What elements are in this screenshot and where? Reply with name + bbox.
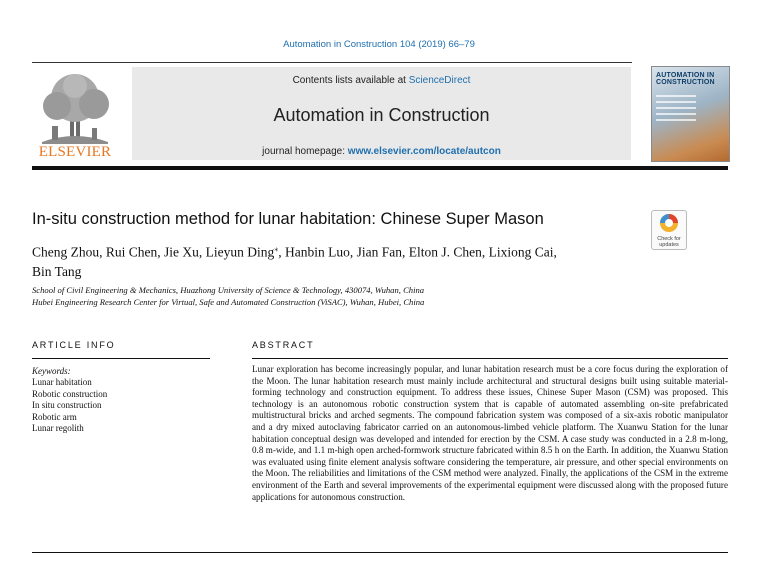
corresponding-author-mark[interactable]: ⁎ bbox=[274, 244, 279, 253]
affiliations bbox=[32, 284, 672, 308]
abstract-heading: ABSTRACT bbox=[252, 340, 315, 350]
keyword-item: Robotic arm bbox=[32, 411, 77, 422]
affiliation-2: Hubei Engineering Research Center for Virtual, Safe and Automated Construction (ViSAC), Wuhan, Hubei, China bbox=[32, 297, 425, 307]
keywords-block bbox=[32, 366, 210, 434]
journal-homepage-link[interactable]: www.elsevier.com/locate/autcon bbox=[347, 146, 501, 157]
check-for-updates-button[interactable] bbox=[651, 210, 687, 250]
cover-decoration bbox=[656, 95, 696, 125]
cover-title: AUTOMATION IN CONSTRUCTION bbox=[656, 72, 715, 86]
paper-title: In-situ construction method for lunar habitation: Chinese Super Mason bbox=[32, 210, 544, 228]
badge-line-1: Check for bbox=[657, 236, 681, 242]
authors-line-1-rest[interactable]: , Hanbin Luo, Jian Fan, Elton J. Chen, Lixiong Cai, bbox=[278, 244, 557, 260]
journal-cover[interactable] bbox=[651, 66, 730, 162]
keyword-item: In situ construction bbox=[32, 400, 102, 411]
bottom-rule bbox=[32, 552, 728, 553]
authors-line-2[interactable]: Bin Tang bbox=[32, 263, 82, 279]
abstract-rule bbox=[252, 358, 728, 359]
contents-prefix: Contents lists available at bbox=[292, 75, 409, 86]
authors-line-1[interactable]: Cheng Zhou, Rui Chen, Jie Xu, Lieyun Ding bbox=[32, 244, 275, 260]
keyword-item: Lunar regolith bbox=[32, 423, 84, 434]
contents-line bbox=[132, 75, 631, 86]
elsevier-wordmark[interactable]: ELSEVIER bbox=[38, 144, 112, 160]
journal-masthead bbox=[132, 67, 631, 160]
header-thick-rule bbox=[32, 166, 728, 170]
check-for-updates-label bbox=[652, 236, 686, 248]
article-info-rule bbox=[32, 358, 210, 359]
homepage-prefix: journal homepage: bbox=[262, 146, 348, 157]
affiliation-1: School of Civil Engineering & Mechanics, Huazhong University of Science & Technology, 430074, Wuhan, China bbox=[32, 285, 425, 295]
homepage-line bbox=[132, 146, 631, 157]
abstract-text: Lunar exploration has become increasingly popular, and lunar habitation research must be a core focus during the exploration of the Moon. The lunar habitation research must mainly include architectural and structural designs built using suitable material-forming technology and construction equipment. To address these issues, Chinese Super Mason (CSM) was proposed. This technology is an autonomous robotic construction system that is capable of automated assembling on-site prefabricated multistructural bricks and arched segments. The compound fabrication system was composed of a six-axis robotic manipulator and a dry mixed autoclaving fabricator carried on an autonomous-limbed vehicle platform. The Xuanwu Station for the lunar habitation conceptual design was developed and intended for erection by the CSM. A case study was conducted in a 2.8 m-long, 0.8 m-wide, and 1.1 m-high open arched-formwork structure fabricated within 8.5 h on the Earth. In addition, the Xuanwu Station was evaluated using finite element analysis software considering the temperature, air pressure, and other special environments on the Moon. The reliabilities and limitations of the CSM method were analyzed. Finally, the applications of the CSM in the extreme environment of the Earth and several improvements of the experimental equipment were discussed along with the proposed future applications for autonomous construction. bbox=[252, 364, 728, 502]
author-list bbox=[32, 239, 644, 281]
journal-citation[interactable]: Automation in Construction 104 (2019) 66–79 bbox=[283, 39, 475, 50]
check-for-updates-icon bbox=[652, 211, 686, 235]
keyword-item: Robotic construction bbox=[32, 388, 108, 399]
keyword-item: Lunar habitation bbox=[32, 377, 92, 388]
keywords-heading: Keywords: bbox=[32, 366, 71, 376]
journal-title: Automation in Construction bbox=[273, 105, 490, 125]
sciencedirect-link[interactable]: ScienceDirect bbox=[408, 75, 471, 86]
header-top-rule bbox=[32, 62, 632, 63]
article-info-heading: ARTICLE INFO bbox=[32, 340, 116, 350]
badge-line-2: updates bbox=[659, 242, 679, 248]
